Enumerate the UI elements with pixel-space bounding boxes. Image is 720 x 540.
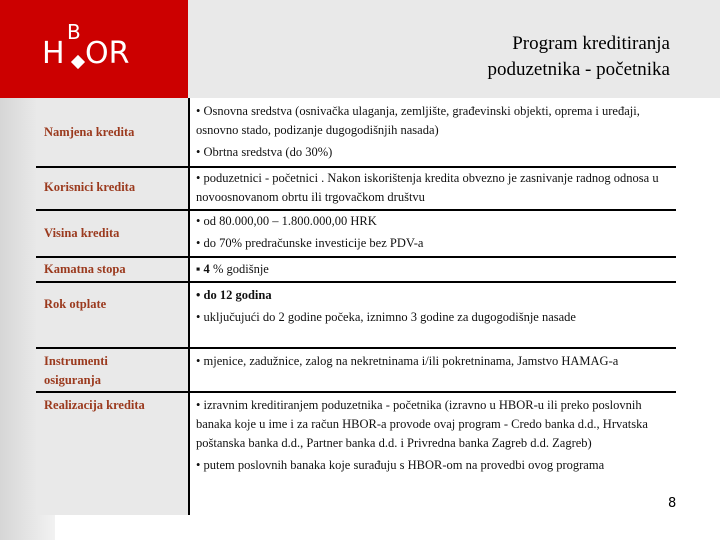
row-label: Namjena kredita [44,125,135,139]
row-label: Rok otplate [44,297,107,311]
row-label: Realizacija kredita [44,398,145,412]
row-label: Korisnici kredita [44,180,136,194]
row-label: Instrumenti osiguranja [44,354,108,387]
table-row: Korisnici kredita • poduzetnici - početnici . Nakon iskorištenja kredita obvezno je zasnivanje radnog odnosa u novoosnovanom obrtu ili trgovačkom društvu [36,166,676,211]
diamond-icon [71,55,85,69]
table-row: Namjena kredita • Osnovna sredstva (osnivačka ulaganja, zemljište, građevinski objekti, oprema i uređaji, osnovno stado, podizanje dugogodišnjih nasada) • Obrtna sredstva (do 30%) [36,98,676,168]
column-divider [188,98,190,515]
hbor-logo: H B OR [0,0,188,98]
table-row: Realizacija kredita • izravnim kreditiranjem poduzetnika - početnika (izravno u HBOR-u ili preko poslovnih banaka koje u ime i za račun HBOR-a provode ovaj program - Credo banka d.d., Hrvatska poštanska banka d.d., Partner banka d.d. i Privredna banka Zagreb d.d. Zagreb) • putem poslovnih banaka koje surađuju s HBOR-om na provedbi ovog programa [44,398,648,472]
row-label: Kamatna stopa [44,262,126,276]
table-row: Visina kredita • od 80.000,00 – 1.800.000,00 HRK • do 70% predračunske investicije bez PDV-a [36,209,676,258]
table-row: Instrumenti osiguranja • mjenice, zadužnice, zalog na nekretninama i/ili pokretninama, Jamstvo HAMAG-a [36,347,676,393]
page-number: 8 [668,496,677,511]
header-band [188,0,720,98]
table-row: Rok otplate • do 12 godina • uključujući do 2 godine počeka, iznimno 3 godine za dugogodišnje nasade [36,281,676,349]
slide-title: Program kreditiranja poduzetnika - početnika [487,33,670,80]
row-label: Visina kredita [44,226,120,240]
table-row: Kamatna stopa ▪ 4 % godišnje [36,256,676,283]
